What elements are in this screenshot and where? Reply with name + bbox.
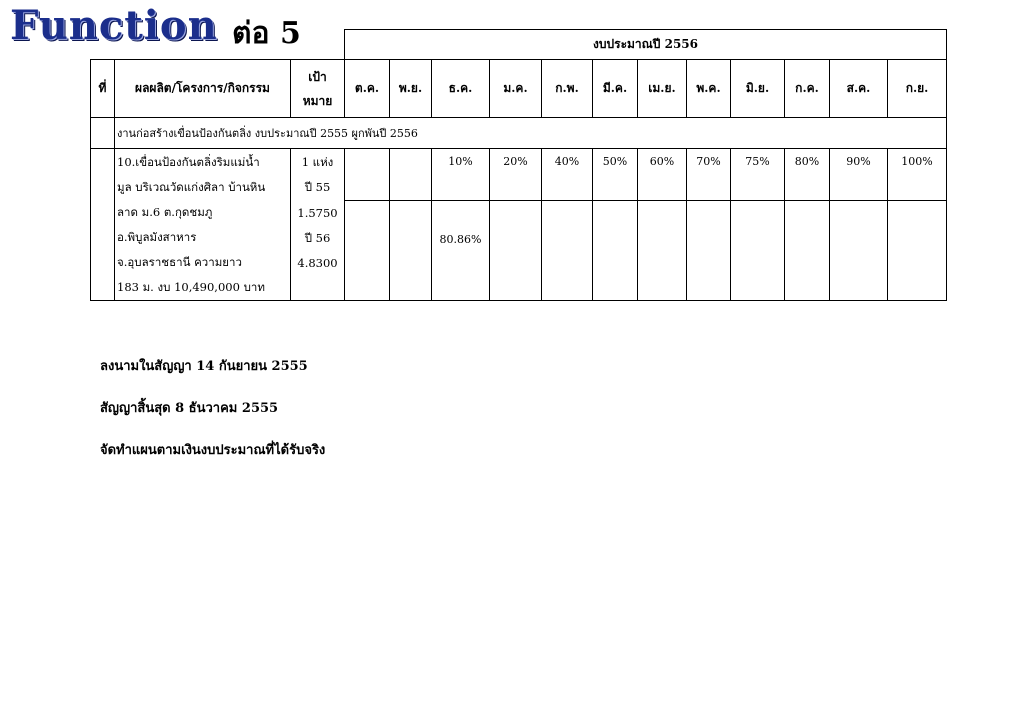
note-contract-end: สัญญาสิ้นสุด 8 ธันวาคม 2555	[100, 401, 279, 416]
target-line: 1.5750	[297, 206, 338, 221]
project-line: มูล บริเวณวัดแก่งศิลา บ้านหิน	[117, 180, 266, 194]
month-header: ก.ค.	[785, 60, 830, 118]
budget-year-header: งบประมาณปี 2556	[345, 30, 947, 60]
project-description	[115, 149, 291, 301]
plan-cell: 20%	[490, 149, 542, 201]
plan-cell: 10%	[432, 149, 490, 201]
month-header: ธ.ค.	[432, 60, 490, 118]
plan-cell	[345, 149, 390, 201]
plan-cell	[390, 149, 432, 201]
actual-cell	[345, 200, 390, 300]
budget-plan-table	[90, 29, 947, 301]
empty-cell	[91, 30, 115, 60]
note-contract-signed: ลงนามในสัญญา 14 กันยายน 2555	[100, 359, 308, 374]
plan-cell: 40%	[542, 149, 593, 201]
actual-cell	[390, 200, 432, 300]
month-header: ต.ค.	[345, 60, 390, 118]
project-line: จ.อุบลราชธานี ความยาว	[117, 255, 242, 269]
actual-cell	[490, 200, 542, 300]
project-line: ลาด ม.6 ต.กุดชมภู	[117, 205, 213, 219]
col-header-project: ผลผลิต/โครงการ/กิจกรรม	[115, 60, 291, 118]
actual-cell	[687, 200, 731, 300]
actual-cell	[785, 200, 830, 300]
month-header: ก.พ.	[542, 60, 593, 118]
empty-cell	[291, 30, 345, 60]
col-header-target	[291, 60, 345, 118]
page-title: Function	[10, 2, 218, 49]
empty-cell	[91, 118, 115, 149]
month-header: เม.ย.	[638, 60, 687, 118]
month-header: ก.ย.	[888, 60, 947, 118]
month-header: พ.ย.	[390, 60, 432, 118]
month-header: พ.ค.	[687, 60, 731, 118]
note-budget-plan: จัดทำแผนตามเงินงบประมาณที่ได้รับจริง	[100, 443, 326, 458]
plan-row	[91, 149, 947, 201]
header-row-columns	[91, 60, 947, 118]
month-header: มี.ค.	[593, 60, 638, 118]
actual-cell	[888, 200, 947, 300]
plan-cell: 60%	[638, 149, 687, 201]
notes-block	[100, 355, 325, 481]
plan-cell: 70%	[687, 149, 731, 201]
empty-cell	[115, 30, 291, 60]
project-line: 10.เขื่อนป้องกันตลิ่งริมแม่น้ำ	[117, 155, 260, 169]
actual-cell	[542, 200, 593, 300]
col-header-target-line1: เป้า	[308, 69, 327, 84]
target-cell	[291, 149, 345, 201]
actual-cell	[593, 200, 638, 300]
actual-cell	[731, 200, 785, 300]
page-subtitle: ต่อ 5	[232, 16, 301, 51]
plan-cell: 90%	[830, 149, 888, 201]
project-line: อ.พิบูลมังสาหาร	[117, 230, 197, 244]
row-number-cell	[91, 149, 115, 301]
target-line: ปี 56	[304, 231, 331, 246]
plan-cell: 80%	[785, 149, 830, 201]
target-line: 1 แห่ง	[301, 155, 334, 169]
col-header-target-line2: หมาย	[302, 93, 333, 108]
month-header: มิ.ย.	[731, 60, 785, 118]
actual-cell	[830, 200, 888, 300]
section-row	[91, 118, 947, 149]
target-line: 4.8300	[297, 256, 338, 271]
month-header: ม.ค.	[490, 60, 542, 118]
header-row-budget	[91, 30, 947, 60]
actual-cell: 80.86%	[432, 200, 490, 300]
target-line: ปี 55	[304, 180, 331, 194]
col-header-no: ที่	[91, 60, 115, 118]
month-header: ส.ค.	[830, 60, 888, 118]
plan-cell: 50%	[593, 149, 638, 201]
plan-cell: 75%	[731, 149, 785, 201]
project-line: 183 ม. งบ 10,490,000 บาท	[117, 280, 265, 294]
plan-cell: 100%	[888, 149, 947, 201]
section-label: งานก่อสร้างเขื่อนป้องกันตลิ่ง งบประมาณปี 2555 ผูกพันปี 2556	[115, 118, 947, 149]
actual-cell	[638, 200, 687, 300]
target-cell	[291, 200, 345, 300]
